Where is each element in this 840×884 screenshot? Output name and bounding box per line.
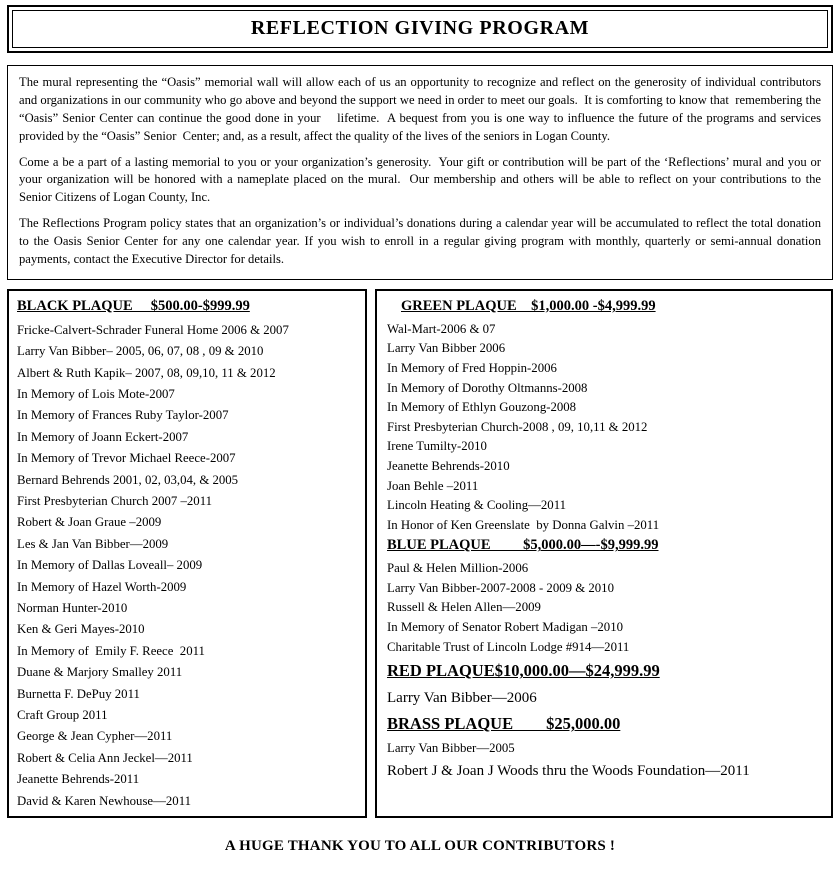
black-plaque-list (17, 320, 359, 812)
black-plaque-box (7, 289, 367, 818)
plaque-list-item: Wal-Mart-2006 & 07 (387, 321, 496, 336)
plaque-list-item: In Memory of Lois Mote-2007 (17, 386, 175, 401)
plaque-list-item: In Memory of Emily F. Reece 2011 (17, 643, 205, 658)
plaque-list-item: Jeanette Behrends-2011 (17, 772, 140, 787)
plaque-list-item: First Presbyterian Church 2007 –2011 (17, 494, 213, 508)
plaque-list-item: Burnetta F. DePuy 2011 (17, 686, 140, 701)
intro-paragraph: Come a be a part of a lasting memorial to you or your organization’s generosity. Your gift or contribution will be part of the ‘Reflections’ mural and you or your organization will be honored with a nameplate placed on the mural. Our membership and others will be able to reflect on your contributions to the Senior Citizens of Logan County, Inc. (19, 154, 825, 205)
plaque-list-item: Robert & Celia Ann Jeckel—2011 (17, 750, 193, 765)
plaque-list-item: In Memory of Trevor Michael Reece-2007 (17, 451, 236, 466)
footer-thankyou: A HUGE THANK YOU TO ALL OUR CONTRIBUTORS ! (224, 838, 616, 855)
plaque-list-item: Larry Van Bibber 2006 (387, 341, 506, 356)
plaque-list-item: In Memory of Fred Hoppin-2006 (387, 360, 557, 375)
intro-paragraph: The Reflections Program policy states that an organization’s or individual’s donations during a calendar year will be accumulated to reflect the total donation to the Oasis Senior Center for any one calendar year. If you wish to enroll in a regular giving program with monthly, quarterly or semi-annual donation payments, contact the Executive Director for details. (19, 216, 825, 266)
plaque-list-item: In Honor of Ken Greenslate by Donna Galvin –2011 (387, 517, 660, 532)
black-plaque-heading: BLACK PLAQUE $500.00-$999.99 (17, 297, 250, 314)
title-inner-border (12, 10, 828, 48)
plaque-list-item: First Presbyterian Church-2008 , 09, 10,11 & 2012 (387, 419, 648, 434)
plaque-list-item: Craft Group 2011 (17, 708, 108, 723)
plaque-list-item: Larry Van Bibber—2005 (387, 741, 515, 756)
plaque-section-heading: GREEN PLAQUE $1,000.00 -$4,999.99 (401, 297, 656, 314)
plaque-list-item: Duane & Marjory Smalley 2011 (17, 665, 183, 680)
plaque-list-item: Norman Hunter-2010 (17, 601, 128, 616)
plaque-list-item: Lincoln Heating & Cooling—2011 (387, 498, 567, 513)
plaque-list-item: Jeanette Behrends-2010 (387, 458, 510, 473)
plaque-list-item: Fricke-Calvert-Schrader Funeral Home 2006 & 2007 (17, 322, 289, 337)
plaque-section-heading: RED PLAQUE$10,000.00—$24,999.99 (387, 661, 660, 681)
plaque-list-item: Paul & Helen Million-2006 (387, 561, 529, 576)
plaque-list-item: In Memory of Frances Ruby Taylor-2007 (17, 408, 229, 423)
plaque-section-heading: BLUE PLAQUE $5,000.00—-$9,999.99 (387, 537, 659, 554)
plaque-list-item: In Memory of Dorothy Oltmanns-2008 (387, 380, 588, 395)
plaque-list-item: Larry Van Bibber-2007-2008 - 2009 & 2010 (387, 580, 614, 595)
plaque-list-item: In Memory of Joann Eckert-2007 (17, 429, 189, 444)
plaque-list-item: Russell & Helen Allen—2009 (387, 600, 541, 615)
plaque-list-item: David & Karen Newhouse—2011 (17, 793, 192, 808)
plaque-list-item: Irene Tumilty-2010 (387, 439, 487, 454)
plaque-list-item: Les & Jan Van Bibber—2009 (17, 536, 169, 551)
plaque-list-item: In Memory of Senator Robert Madigan –2010 (387, 620, 623, 635)
plaque-list-item: Robert J & Joan J Woods thru the Woods Foundation—2011 (387, 762, 750, 779)
plaque-columns (7, 289, 833, 818)
intro-box (7, 65, 833, 280)
plaque-list-item: George & Jean Cypher—2011 (17, 729, 173, 744)
plaque-list-item: In Memory of Ethlyn Gouzong-2008 (387, 400, 577, 415)
plaque-list-item: Ken & Geri Mayes-2010 (17, 622, 145, 637)
plaque-list-item: In Memory of Hazel Worth-2009 (17, 579, 187, 594)
plaque-list-item: Robert & Joan Graue –2009 (17, 515, 162, 530)
plaque-list-item: Larry Van Bibber—2006 (387, 690, 537, 707)
plaque-list-item: Bernard Behrends 2001, 02, 03,04, & 2005 (17, 472, 239, 487)
title-box (7, 5, 833, 53)
plaque-list-item: Albert & Ruth Kapik– 2007, 08, 09,10, 11 & 2012 (17, 365, 276, 380)
plaque-list-item: Charitable Trust of Lincoln Lodge #914—2011 (387, 639, 630, 654)
page-title: REFLECTION GIVING PROGRAM (250, 17, 590, 39)
right-plaque-box (375, 289, 833, 818)
plaque-list-item: In Memory of Dallas Loveall– 2009 (17, 558, 203, 573)
intro-paragraph: The mural representing the “Oasis” memorial wall will allow each of us an opportunity to recognize and reflect on the generosity of individual contributors and organizations in our community who go above and beyond the support we need in order to meet our goals. It is comforting to know that remembering the “Oasis” Senior Center can continue the good done in your lifetime. A bequest from you is one way to influence the future of the programs and services provided by the “Oasis” Senior Center; and, as a result, affect the quality of the lives of the seniors in Logan County. (19, 75, 825, 143)
plaque-section-heading: BRASS PLAQUE $25,000.00 (387, 714, 621, 734)
plaque-list-item: Joan Behle –2011 (387, 478, 479, 493)
plaque-list-item: Larry Van Bibber– 2005, 06, 07, 08 , 09 & 2010 (17, 344, 264, 359)
